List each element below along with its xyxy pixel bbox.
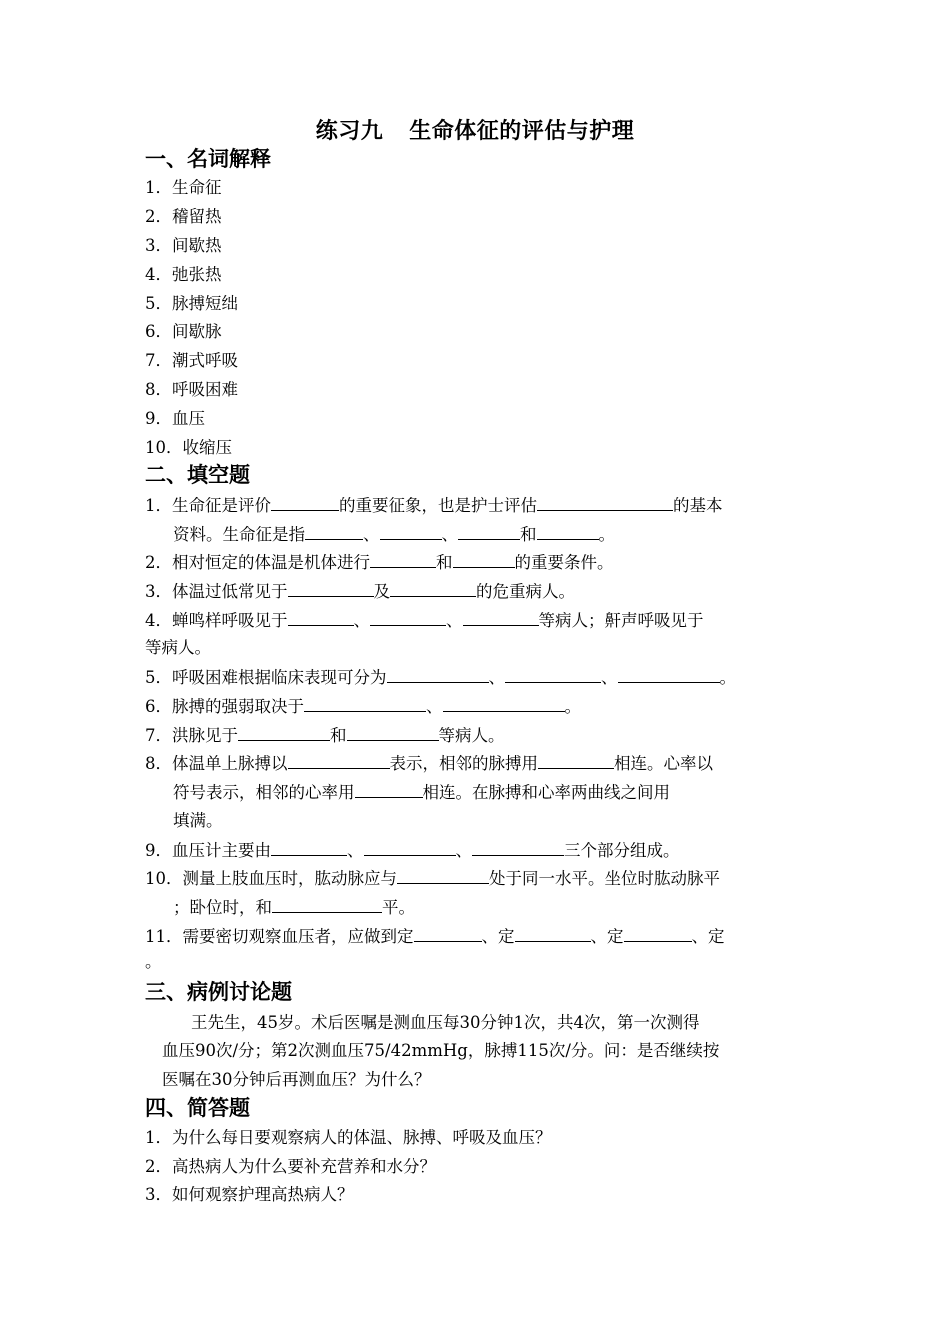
fill-question-6: 6．脉搏的强弱取决于 、 。 bbox=[145, 694, 581, 719]
fill-question-5: 5．呼吸困难根据临床表现可分为 、 、 。 bbox=[145, 665, 736, 690]
case-paragraph-line: 王先生，45岁。术后医嘱是测血压每30分钟1次，共4次，第一次测得 bbox=[191, 1013, 700, 1032]
term-item: 1．生命征 bbox=[145, 178, 222, 197]
answer-blank[interactable] bbox=[624, 924, 692, 942]
fill-question-11: 11．需要密切观察血压者，应做到定 、定 、定 、定 bbox=[145, 924, 725, 949]
term-item: 6．间歇脉 bbox=[145, 322, 222, 341]
fill-question-1-cont: 资料。生命征是指 、 、 和 。 bbox=[173, 522, 615, 547]
answer-blank[interactable] bbox=[380, 522, 442, 540]
fill-question-10-cont: ；卧位时，和 平。 bbox=[173, 895, 415, 920]
answer-blank[interactable] bbox=[271, 493, 339, 511]
answer-blank[interactable] bbox=[538, 751, 614, 769]
answer-blank[interactable] bbox=[288, 579, 374, 597]
short-question: 2．高热病人为什么要补充营养和水分？ bbox=[145, 1157, 436, 1176]
answer-blank[interactable] bbox=[370, 550, 436, 568]
answer-blank[interactable] bbox=[537, 522, 599, 540]
answer-blank[interactable] bbox=[364, 838, 456, 856]
answer-blank[interactable] bbox=[537, 493, 673, 511]
answer-blank[interactable] bbox=[347, 723, 439, 741]
title-part-1: 练习九 bbox=[315, 119, 384, 144]
answer-blank[interactable] bbox=[472, 838, 564, 856]
answer-blank[interactable] bbox=[288, 751, 390, 769]
section-heading-short: 四、简答题 bbox=[145, 1096, 250, 1120]
short-question: 1．为什么每日要观察病人的体温、脉搏、呼吸及血压？ bbox=[145, 1128, 552, 1147]
case-paragraph-line: 医嘱在30分钟后再测血压？为什么？ bbox=[162, 1070, 431, 1089]
answer-blank[interactable] bbox=[505, 665, 601, 683]
answer-blank[interactable] bbox=[618, 665, 720, 683]
fill-question-4-cont: 等病人。 bbox=[145, 638, 211, 657]
fill-question-9: 9．血压计主要由 、 、 三个部分组成。 bbox=[145, 838, 680, 863]
fill-question-8-cont: 符号表示，相邻的心率用 相连。在脉搏和心率两曲线之间用 bbox=[173, 780, 670, 805]
fill-question-1: 1．生命征是评价 的重要征象，也是护士评估 的基本 bbox=[145, 493, 805, 518]
short-question: 3．如何观察护理高热病人？ bbox=[145, 1185, 354, 1204]
answer-blank[interactable] bbox=[515, 924, 591, 942]
answer-blank[interactable] bbox=[355, 780, 423, 798]
answer-blank[interactable] bbox=[390, 579, 476, 597]
answer-blank[interactable] bbox=[414, 924, 482, 942]
answer-blank[interactable] bbox=[370, 608, 446, 626]
term-item: 3．间歇热 bbox=[145, 236, 222, 255]
answer-blank[interactable] bbox=[288, 608, 354, 626]
term-item: 4．弛张热 bbox=[145, 265, 222, 284]
section-heading-fill: 二、填空题 bbox=[145, 463, 250, 487]
fill-question-11-cont: 。 bbox=[145, 952, 162, 971]
answer-blank[interactable] bbox=[443, 694, 565, 712]
term-item: 7．潮式呼吸 bbox=[145, 351, 238, 370]
fill-question-7: 7．洪脉见于 和 等病人。 bbox=[145, 723, 505, 748]
term-item: 2．稽留热 bbox=[145, 207, 222, 226]
fill-question-10: 10．测量上肢血压时，肱动脉应与 处于同一水平。坐位时肱动脉平 bbox=[145, 866, 720, 891]
section-heading-case: 三、病例讨论题 bbox=[145, 980, 292, 1004]
fill-question-2: 2．相对恒定的体温是机体进行 和 的重要条件。 bbox=[145, 550, 614, 575]
answer-blank[interactable] bbox=[453, 550, 515, 568]
answer-blank[interactable] bbox=[463, 608, 539, 626]
page-title bbox=[0, 114, 950, 145]
answer-blank[interactable] bbox=[238, 723, 330, 741]
answer-blank[interactable] bbox=[271, 838, 347, 856]
case-paragraph-line: 血压90次/分；第2次测血压75/42mmHg，脉搏115次/分。问：是否继续按 bbox=[162, 1041, 720, 1060]
term-item: 9．血压 bbox=[145, 409, 205, 428]
answer-blank[interactable] bbox=[458, 522, 520, 540]
fill-question-8-cont2: 填满。 bbox=[173, 811, 223, 830]
answer-blank[interactable] bbox=[305, 522, 363, 540]
fill-question-3: 3．体温过低常见于 及 的危重病人。 bbox=[145, 579, 575, 604]
term-item: 8．呼吸困难 bbox=[145, 380, 238, 399]
fill-question-8: 8．体温单上脉搏以 表示，相邻的脉搏用 相连。心率以 bbox=[145, 751, 713, 776]
answer-blank[interactable] bbox=[304, 694, 426, 712]
answer-blank[interactable] bbox=[387, 665, 489, 683]
answer-blank[interactable] bbox=[272, 895, 382, 913]
term-item: 5．脉搏短绌 bbox=[145, 294, 238, 313]
term-item: 10．收缩压 bbox=[145, 438, 232, 457]
section-heading-terms: 一、名词解释 bbox=[145, 147, 271, 171]
answer-blank[interactable] bbox=[397, 866, 489, 884]
fill-question-4: 4．蝉鸣样呼吸见于 、 、 等病人；鼾声呼吸见于 bbox=[145, 608, 704, 633]
title-part-2: 生命体征的评估与护理 bbox=[409, 119, 635, 144]
